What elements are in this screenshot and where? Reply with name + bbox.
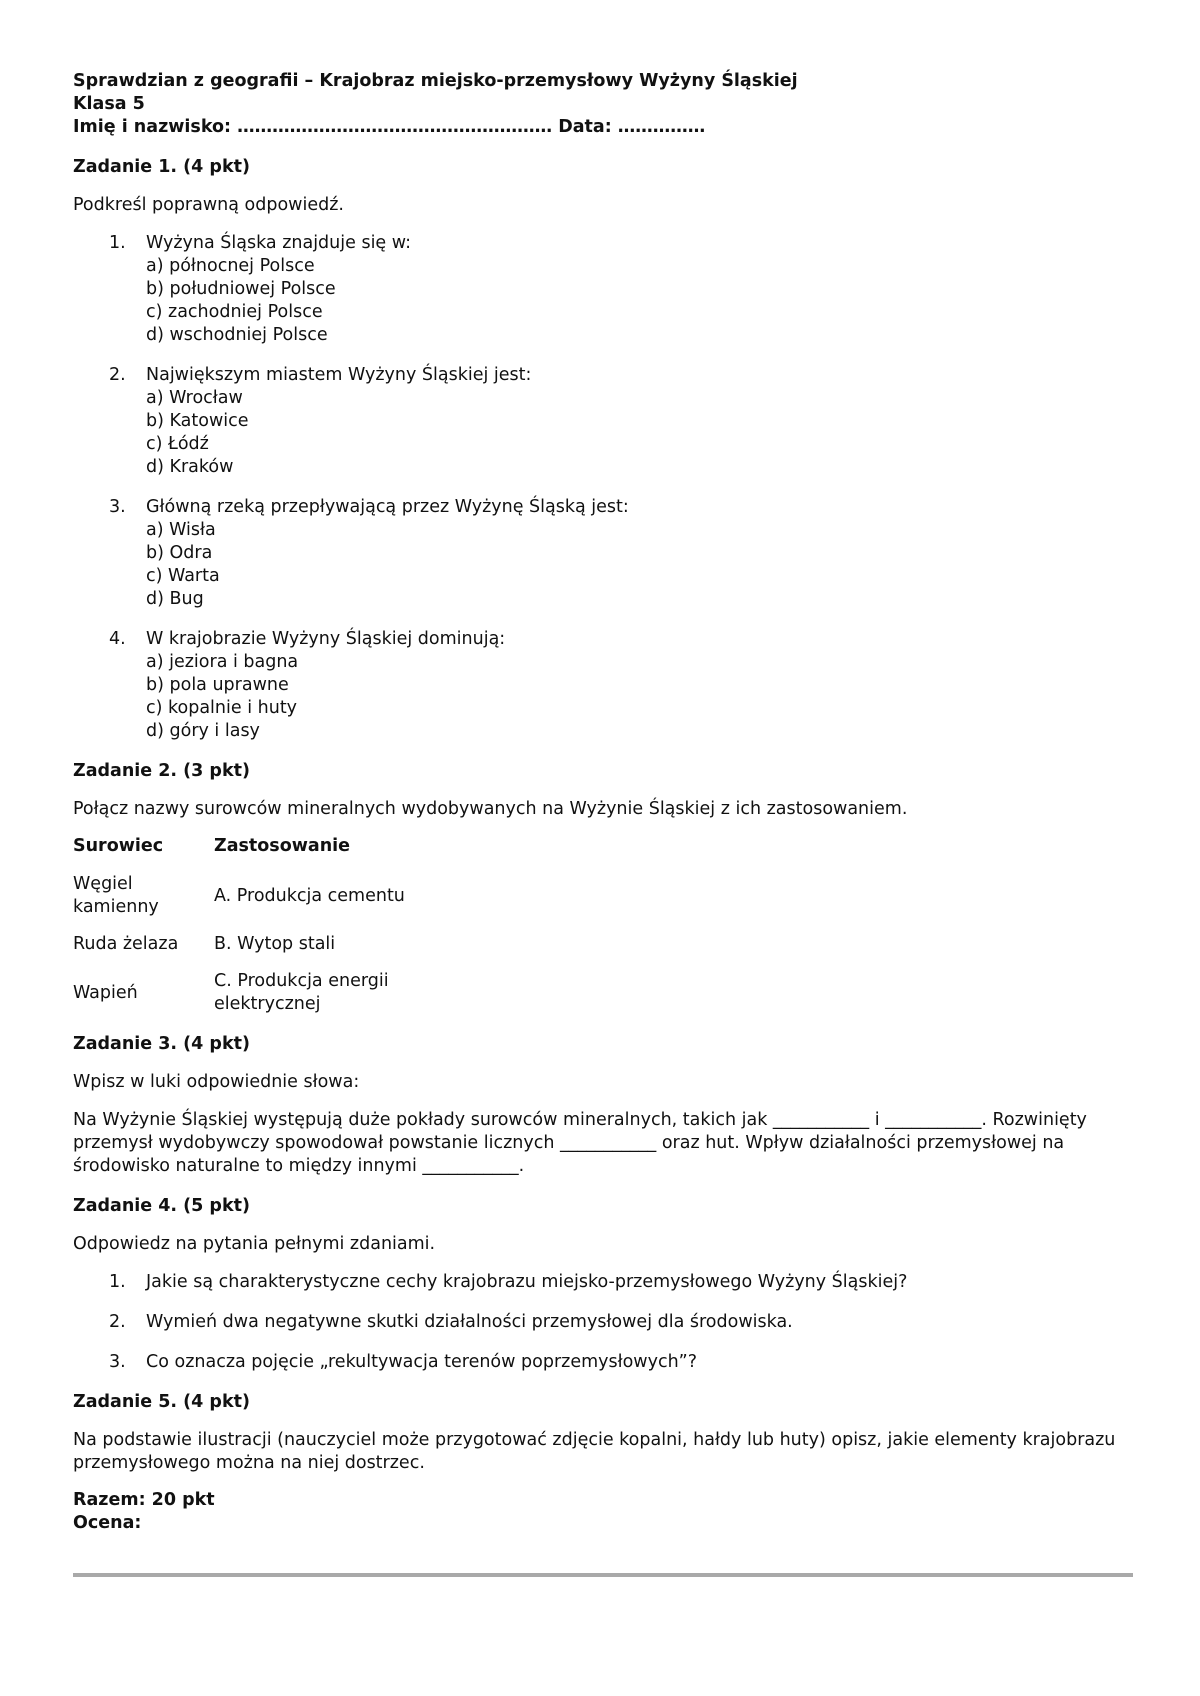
table-cell: Węgiel kamienny [73, 874, 159, 917]
table-cell: A. Produkcja cementu [214, 885, 405, 906]
question-text: Jakie są charakterystyczne cechy krajobrazu miejsko-przemysłowego Wyżyny Śląskiej? [146, 1272, 908, 1292]
answer-option: d) Kraków [146, 457, 234, 477]
answer-option: d) wschodniej Polsce [146, 325, 328, 345]
answer-option: b) Katowice [146, 411, 249, 431]
answer-option: a) północnej Polsce [146, 256, 315, 276]
task2-instruction: Połącz nazwy surowców mineralnych wydobywanych na Wyżynie Śląskiej z ich zastosowaniem. [73, 799, 908, 819]
column-header: Surowiec [73, 836, 164, 856]
table-cell: B. Wytop stali [214, 934, 336, 954]
question-number: 2. [109, 365, 126, 385]
table-row [73, 970, 414, 1016]
task4-question [73, 1311, 1133, 1334]
task1-heading: Zadanie 1. (4 pkt) [73, 157, 250, 177]
task1-question [73, 232, 1133, 347]
task1-instruction: Podkreśl poprawną odpowiedź. [73, 195, 344, 215]
answer-option: d) góry i lasy [146, 721, 260, 741]
answer-option: c) Łódź [146, 434, 209, 454]
answer-option: d) Bug [146, 589, 204, 609]
task4-heading: Zadanie 4. (5 pkt) [73, 1196, 250, 1216]
question-text: Wyżyna Śląska znajduje się w: [146, 233, 412, 253]
task3-instruction: Wpisz w luki odpowiednie słowa: [73, 1072, 360, 1092]
question-text: Największym miastem Wyżyny Śląskiej jest: [146, 365, 532, 385]
page-title: Sprawdzian z geografii – Krajobraz miejsko-przemysłowy Wyżyny Śląskiej [73, 71, 798, 91]
task2-heading: Zadanie 2. (3 pkt) [73, 761, 250, 781]
answer-option: b) południowej Polsce [146, 279, 336, 299]
task5-heading: Zadanie 5. (4 pkt) [73, 1392, 250, 1412]
answer-option: b) Odra [146, 543, 213, 563]
answer-option: c) kopalnie i huty [146, 698, 298, 718]
task4-question [73, 1351, 1133, 1374]
table-cell: Ruda żelaza [73, 934, 179, 954]
question-number: 3. [109, 1352, 126, 1372]
worksheet-footer [73, 1489, 1133, 1535]
question-number: 4. [109, 629, 126, 649]
fill-in-text: Na Wyżynie Śląskiej występują duże pokłady surowców mineralnych, takich jak ___________ i ___________. Rozwinięty przemysł wydobywczy spowodował powstanie licznych ___________ oraz hut. Wpływ działalności przemysłowej na środowisko naturalne to między innymi ___________. [73, 1110, 1087, 1176]
table-cell: Wapień [73, 982, 138, 1003]
column-header: Zastosowanie [214, 836, 351, 856]
question-text: Co oznacza pojęcie „rekultywacja terenów poprzemysłowych”? [146, 1352, 698, 1372]
grade-label: Ocena: [73, 1513, 142, 1533]
table-row [73, 873, 414, 933]
total-points: Razem: 20 pkt [73, 1490, 215, 1510]
question-number: 1. [109, 1272, 126, 1292]
name-date-line: Imię i nazwisko: ……………………………………………… Data: …………… [73, 117, 706, 137]
question-text: W krajobrazie Wyżyny Śląskiej dominują: [146, 629, 506, 649]
answer-option: a) jeziora i bagna [146, 652, 299, 672]
task1-question [73, 364, 1133, 479]
task4-questions [73, 1271, 1133, 1374]
answer-option: a) Wrocław [146, 388, 243, 408]
worksheet [73, 70, 1133, 1535]
question-text: Wymień dwa negatywne skutki działalności przemysłowej dla środowiska. [146, 1312, 793, 1332]
horizontal-rule [73, 1573, 1133, 1577]
task4-instruction: Odpowiedz na pytania pełnymi zdaniami. [73, 1234, 436, 1254]
question-number: 2. [109, 1312, 126, 1332]
answer-option: a) Wisła [146, 520, 216, 540]
matching-table [73, 835, 414, 1016]
answer-option: c) Warta [146, 566, 220, 586]
task5-text: Na podstawie ilustracji (nauczyciel może przygotować zdjęcie kopalni, hałdy lub huty) opisz, jakie elementy krajobrazu przemysłowego można na niej dostrzec. [73, 1430, 1116, 1473]
worksheet-header [73, 70, 1133, 139]
task4-question [73, 1271, 1133, 1294]
class-label: Klasa 5 [73, 94, 145, 114]
question-number: 1. [109, 233, 126, 253]
answer-option: c) zachodniej Polsce [146, 302, 323, 322]
answer-option: b) pola uprawne [146, 675, 289, 695]
table-cell: C. Produkcja energii elektrycznej [214, 971, 389, 1014]
table-row [73, 933, 414, 970]
question-text: Główną rzeką przepływającą przez Wyżynę Śląską jest: [146, 497, 629, 517]
question-number: 3. [109, 497, 126, 517]
task1-questions [73, 232, 1133, 743]
task1-question [73, 628, 1133, 743]
task1-question [73, 496, 1133, 611]
task3-heading: Zadanie 3. (4 pkt) [73, 1034, 250, 1054]
table-header-row [73, 835, 414, 873]
